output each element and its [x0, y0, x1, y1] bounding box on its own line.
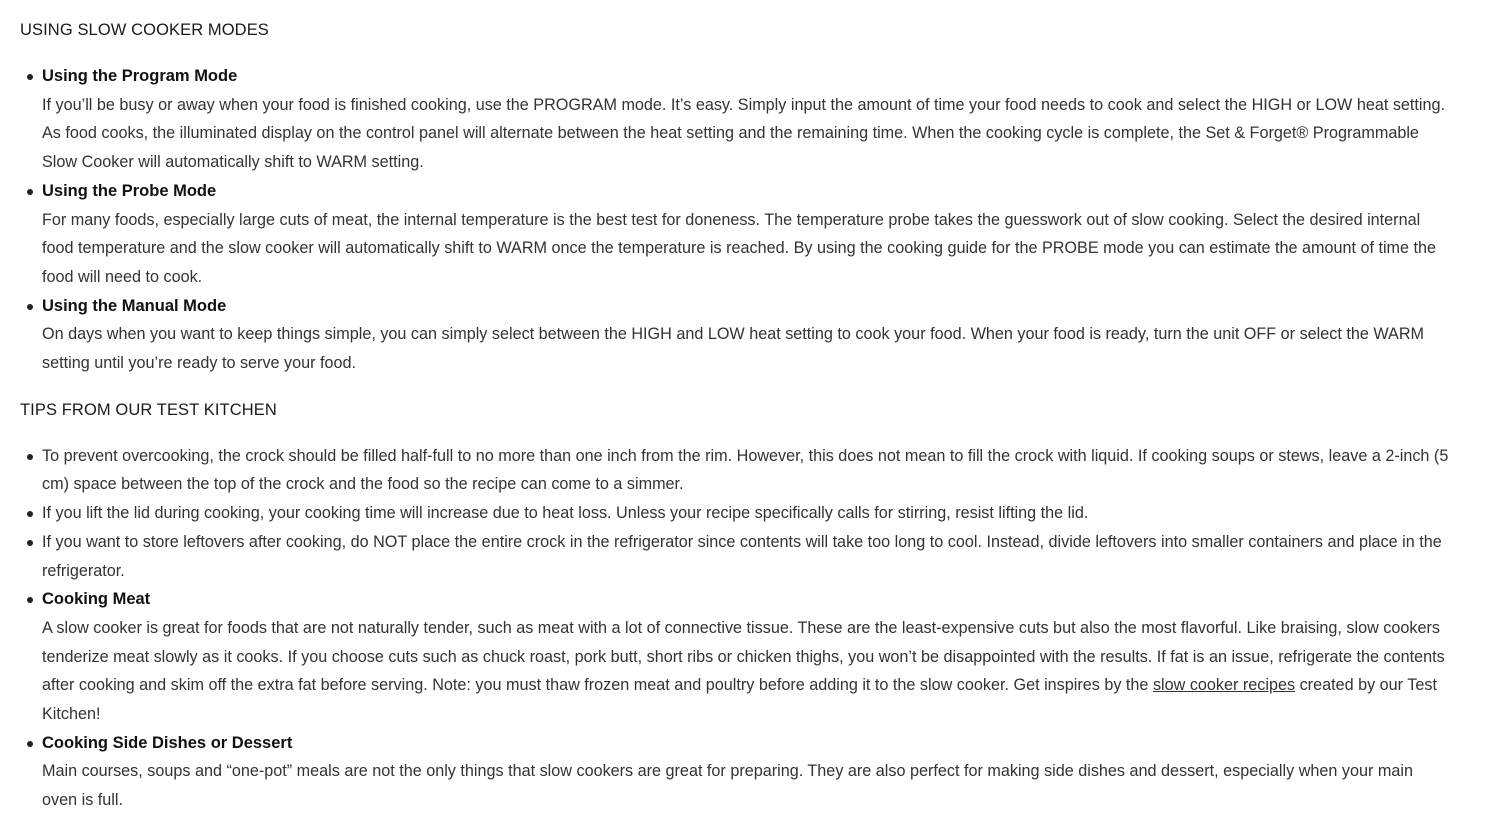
item-body: If you’ll be busy or away when your food is finished cooking, use the PROGRAM mode. It’s easy. Simply input the amount of time your food needs to cook and select the HIGH or LOW heat setting. As food cooks, the illuminated display on the control panel will alternate between the heat setting and the remaining time. When the cooking cycle is complete, the Set & Forget® Programmable Slow Cooker will automatically shift to WARM setting.: [42, 95, 1446, 172]
list-item-lid-tip: [20, 499, 1450, 528]
section-heading-tips: TIPS FROM OUR TEST KITCHEN: [20, 400, 277, 419]
item-body: On days when you want to keep things simple, you can simply select between the HIGH and LOW heat setting to cook your food. When your food is ready, turn the unit OFF or select the WARM setting until you’re ready to serve your food.: [42, 325, 1424, 373]
item-body: For many foods, especially large cuts of meat, the internal temperature is the best test for doneness. The temperature probe takes the guesswork out of slow cooking. Select the desired internal food temperature and the slow cooker will automatically shift to WARM once the temperature is reached. By using the cooking guide for the PROBE mode you can estimate the amount of time the food will need to cook.: [42, 210, 1437, 286]
list-item-leftovers-tip: [20, 528, 1450, 585]
list-item-cooking-meat: [20, 585, 1450, 729]
list-item-program-mode: [20, 62, 1450, 177]
item-title: Using the Program Mode: [42, 67, 238, 85]
item-body-text-end: created by our Test Kitchen!: [42, 676, 1437, 724]
item-body: To prevent overcooking, the crock should be filled half-full to no more than one inch from the rim. However, this does not mean to fill the crock with liquid. If cooking soups or stews, leave a 2-inch (5 cm) space between the top of the crock and the food so the recipe can come to a simmer.: [42, 446, 1449, 494]
list-item-probe-mode: [20, 177, 1450, 292]
list-item-side-dishes: [20, 729, 1450, 815]
item-body: [42, 614, 1450, 729]
list-item-overcooking-tip: [20, 442, 1450, 499]
item-title: Cooking Side Dishes or Dessert: [42, 733, 293, 752]
item-title: Cooking Meat: [42, 590, 151, 609]
section-heading-modes: USING SLOW COOKER MODES: [20, 21, 269, 39]
list-item-manual-mode: [20, 292, 1450, 378]
item-title: Using the Manual Mode: [42, 296, 227, 315]
item-body: If you lift the lid during cooking, your cooking time will increase due to heat loss. Unless your recipe specifically calls for stirring, resist lifting the lid.: [42, 504, 1089, 523]
tips-list: [20, 442, 1450, 815]
item-body-text: A slow cooker is great for foods that are not naturally tender, such as meat with a lot of connective tissue. These are the least-expensive cuts but also the most flavorful. Like braising, slow cookers tenderize meat slowly as it cooks. If you choose cuts such as chuck roast, pork butt, short ribs or chicken thighs, you won’t be disappointed with the results. If fat is an issue, refrigerate the contents after cooking and skim off the extra fat before serving. Note: you must thaw frozen meat and poultry before adding it to the slow cooker. Get inspires by the: [42, 618, 1445, 695]
item-body: If you want to store leftovers after cooking, do NOT place the entire crock in the refrigerator since contents will take too long to cool. Instead, divide leftovers into smaller containers and place in the refrigerator.: [42, 532, 1442, 580]
modes-list: [20, 62, 1450, 378]
item-title: Using the Probe Mode: [42, 181, 217, 200]
item-body: Main courses, soups and “one-pot” meals are not the only things that slow cookers are great for preparing. They are also perfect for making side dishes and dessert, especially when your main oven is full.: [42, 762, 1413, 810]
slow-cooker-recipes-link[interactable]: slow cooker recipes: [1152, 676, 1296, 695]
